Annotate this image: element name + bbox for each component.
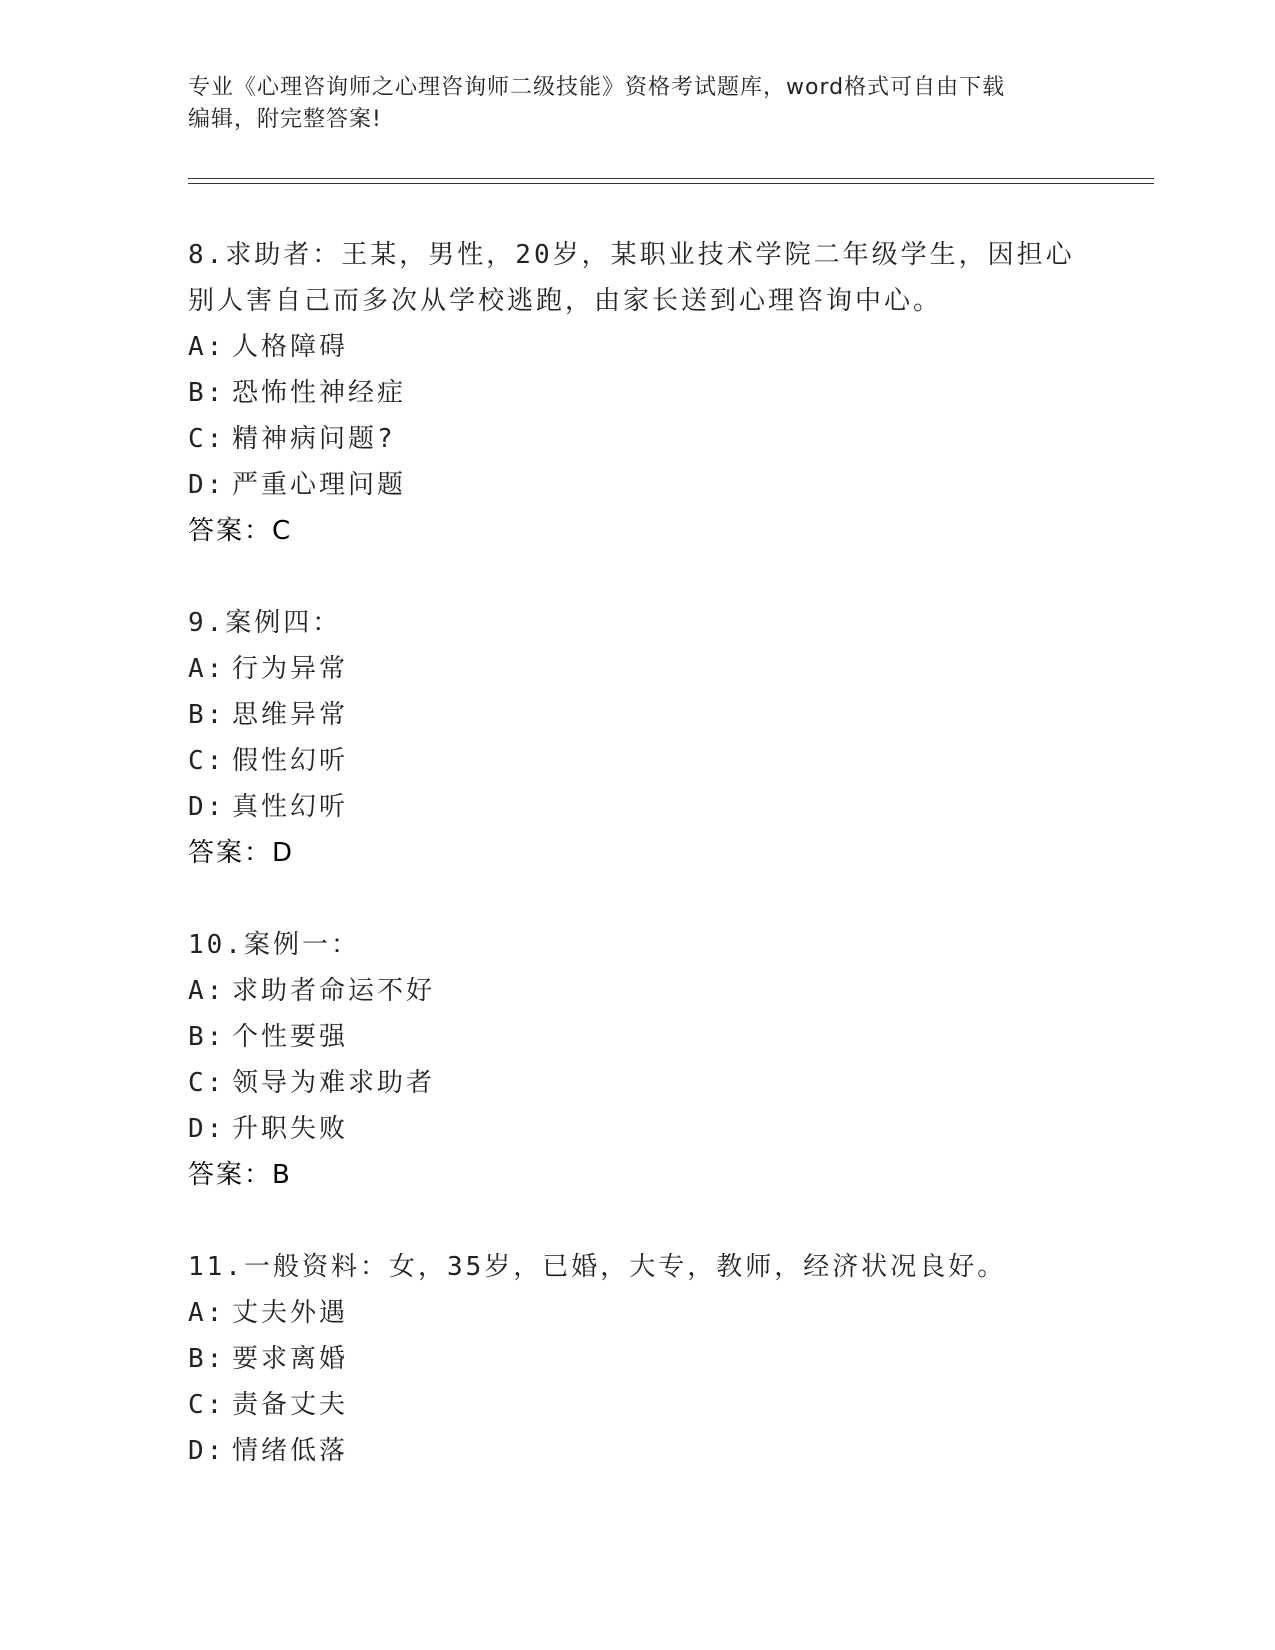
option-text: 求助者命运不好	[232, 976, 436, 1006]
option-text: 人格障碍	[232, 332, 349, 362]
option-a	[188, 1290, 1088, 1336]
option-letter: B:	[188, 1022, 226, 1052]
option-letter: B:	[188, 700, 226, 730]
option-text: 责备丈夫	[232, 1390, 349, 1420]
option-b	[188, 1336, 1088, 1382]
option-letter: C:	[188, 1390, 226, 1420]
answer-line: 答案：B	[188, 1160, 292, 1190]
answer-line: 答案：C	[188, 516, 293, 546]
option-text: 要求离婚	[232, 1344, 349, 1374]
option-letter: B:	[188, 1344, 226, 1374]
option-letter: A:	[188, 654, 226, 684]
header-line-2: 编辑，附完整答案!	[188, 107, 382, 132]
option-letter: D:	[188, 1436, 226, 1466]
option-c	[188, 416, 1088, 462]
option-text: 思维异常	[232, 700, 349, 730]
option-letter: D:	[188, 792, 226, 822]
question-9	[188, 600, 1088, 876]
document-header	[188, 72, 1078, 136]
option-letter: A:	[188, 332, 226, 362]
option-letter: C:	[188, 1068, 226, 1098]
option-d	[188, 784, 1088, 830]
option-text: 情绪低落	[232, 1436, 349, 1466]
option-letter: A:	[188, 976, 226, 1006]
question-8	[188, 232, 1088, 554]
option-a	[188, 646, 1088, 692]
header-divider-bottom	[188, 183, 1154, 184]
option-text: 精神病问题?	[232, 424, 396, 454]
option-b	[188, 370, 1088, 416]
option-letter: A:	[188, 1298, 226, 1328]
option-letter: C:	[188, 424, 226, 454]
option-text: 真性幻听	[232, 792, 349, 822]
header-line-1: 专业《心理咨询师之心理咨询师二级技能》资格考试题库，word格式可自由下载	[188, 75, 1006, 100]
question-list	[188, 232, 1088, 1520]
question-11	[188, 1244, 1088, 1474]
option-text: 严重心理问题	[232, 470, 407, 500]
option-b	[188, 692, 1088, 738]
option-d	[188, 462, 1088, 508]
option-d	[188, 1428, 1088, 1474]
question-stem: 11.一般资料：女，35岁，已婚，大专，教师，经济状况良好。	[188, 1252, 1007, 1282]
header-divider-top	[188, 178, 1154, 179]
question-stem: 9.案例四：	[188, 608, 342, 638]
option-text: 升职失败	[232, 1114, 349, 1144]
question-10	[188, 922, 1088, 1198]
option-a	[188, 324, 1088, 370]
option-text: 行为异常	[232, 654, 349, 684]
option-letter: D:	[188, 470, 226, 500]
question-stem-continued: 别人害自己而多次从学校逃跑，由家长送到心理咨询中心。	[188, 286, 943, 316]
option-d	[188, 1106, 1088, 1152]
answer-line: 答案：D	[188, 838, 295, 868]
question-stem: 10.案例一：	[188, 930, 360, 960]
option-text: 个性要强	[232, 1022, 349, 1052]
option-text: 领导为难求助者	[232, 1068, 436, 1098]
option-text: 丈夫外遇	[232, 1298, 349, 1328]
option-text: 恐怖性神经症	[232, 378, 407, 408]
option-c	[188, 1382, 1088, 1428]
option-letter: B:	[188, 378, 226, 408]
option-c	[188, 738, 1088, 784]
option-text: 假性幻听	[232, 746, 349, 776]
option-letter: C:	[188, 746, 226, 776]
option-b	[188, 1014, 1088, 1060]
option-c	[188, 1060, 1088, 1106]
option-letter: D:	[188, 1114, 226, 1144]
option-a	[188, 968, 1088, 1014]
question-stem: 8.求助者：王某，男性，20岁，某职业技术学院二年级学生，因担心	[188, 240, 1075, 270]
